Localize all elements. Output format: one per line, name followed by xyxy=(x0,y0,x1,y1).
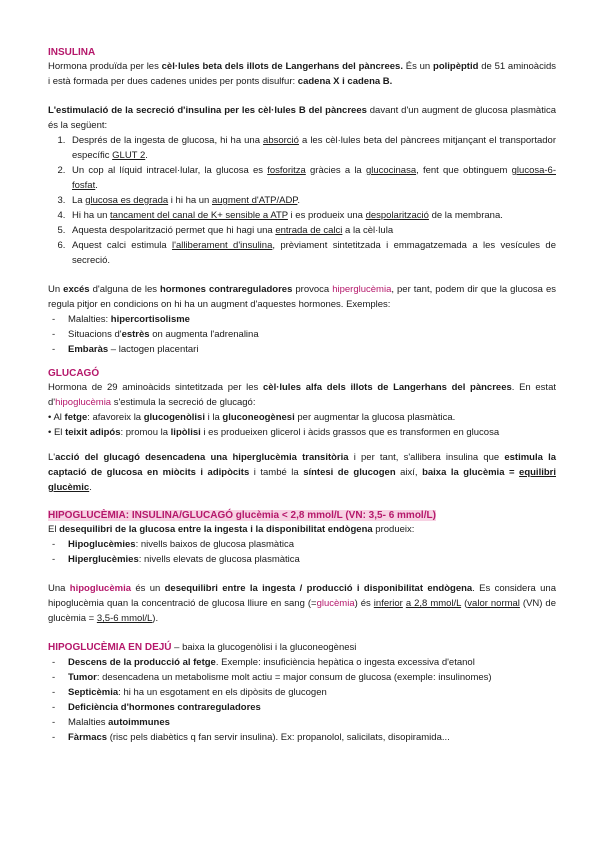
list-item: 6. Aquest calci estimula l'alliberament d'insulina, prèviament sintetitzada i emmagatzemada a les vesícules de secreció. xyxy=(68,238,556,268)
list-item: 4. Hi ha un tancament del canal de K+ sensible a ATP i es produeix una despolarització de la membrana. xyxy=(68,208,556,223)
list-item: - Embaràs – lactogen placentari xyxy=(48,342,556,357)
list-item: - Tumor: desencadena un metabolisme molt actiu = major consum de glucosa (exemple: insulinomes) xyxy=(48,670,556,685)
deju-list xyxy=(48,655,556,745)
list-item: 5. Aquesta despolarització permet que hi hagi una entrada de calci a la cèl·lula xyxy=(68,223,556,238)
document-page xyxy=(48,46,556,745)
list-item: - Deficiència d'hormones contrareguladores xyxy=(48,700,556,715)
section-title-deju: HIPOGLUCÈMIA EN DEJÚ – baixa la glucogenòlisi i la gluconeogènesi xyxy=(48,642,357,653)
contraregulatory-paragraph: Un excés d'alguna de les hormones contrareguladores provoca hiperglucèmia, per tant, podem dir que la glucosa es regula pitjor en condicions on hi ha un augment d'aquestes hormones. Exemples: xyxy=(48,284,556,310)
list-item: - Malalties: hipercortisolisme xyxy=(48,312,556,327)
section-title-insulina: INSULINA xyxy=(48,47,96,58)
glucago-action-paragraph: L'acció del glucagó desencadena una hiperglucèmia transitòria i per tant, s'allibera insulina que estimula la captació de glucosa en miòcits i adipòcits i també la síntesi de glucogen així, baixa la glucèmia = equilibri glucèmic. xyxy=(48,452,556,493)
section-title-hipoglucemia: HIPOGLUCÈMIA: INSULINA/GLUCAGÓ glucèmia < 2,8 mmol/L (VN: 3,5- 6 mmol/L) xyxy=(48,510,436,521)
list-item: - Descens de la producció al fetge. Exemple: insuficiència hepàtica o ingesta excessiva d'etanol xyxy=(48,655,556,670)
insulina-intro: Hormona produïda per les cèl·lules beta dels illots de Langerhans del pàncrees. És un polipèptid de 51 aminoàcids i està formada per dues cadenes unides per ponts disulfur: cadena X i cadena B. xyxy=(48,61,556,87)
list-item: - Malalties autoimmunes xyxy=(48,715,556,730)
list-item: - Hiperglucèmies: nivells elevats de glucosa plasmàtica xyxy=(48,552,556,567)
glucago-bullet-adipose: • El teixit adipós: promou la lipòlisi i es produeixen glicerol i àcids grassos que es transformen en glucosa xyxy=(48,427,500,438)
list-item: - Septicèmia: hi ha un esgotament en els dipòsits de glucogen xyxy=(48,685,556,700)
list-item: 3. La glucosa es degrada i hi ha un augment d'ATP/ADP. xyxy=(68,193,556,208)
list-item: - Situacions d'estrès on augmenta l'adrenalina xyxy=(48,327,556,342)
list-item: 2. Un cop al líquid intracel·lular, la glucosa es fosforitza gràcies a la glucocinasa, fent que obtinguem glucosa-6-fosfat. xyxy=(68,163,556,193)
list-item: 1. Després de la ingesta de glucosa, hi ha una absorció a les cèl·lules beta del pàncrees mitjançant el transportador específic GLUT 2. xyxy=(68,133,556,163)
hipo-intro: El desequilibri de la glucosa entre la ingesta i la disponibilitat endògena produeix: xyxy=(48,524,415,535)
insulina-steps-list xyxy=(48,133,556,268)
hipo-list xyxy=(48,537,556,567)
examples-list xyxy=(48,312,556,357)
list-item: - Hipoglucèmies: nivells baixos de glucosa plasmàtica xyxy=(48,537,556,552)
section-title-glucago: GLUCAGÓ xyxy=(48,368,100,379)
hipo-definition-paragraph: Una hipoglucèmia és un desequilibri entre la ingesta / producció i disponibilitat endògena. Es considera una hipoglucèmia quan la concentració de glucosa lliure en sang (=glucèmia) és inferior a 2,8 mmol/L (valor normal (VN) de glucèmia = 3,5-6 mmol/L). xyxy=(48,583,557,624)
insulina-stimulation-intro: L'estimulació de la secreció d'insulina per les cèl·lules B del pàncrees davant d'un augment de glucosa plasmàtica és la següent: xyxy=(48,105,556,131)
glucago-bullet-liver: • Al fetge: afavoreix la glucogenòlisi i la gluconeogènesi per augmentar la glucosa plasmàtica. xyxy=(48,412,456,423)
list-item: - Fàrmacs (risc pels diabètics q fan servir insulina). Ex: propanolol, salicilats, disopiramida... xyxy=(48,730,556,745)
glucago-intro: Hormona de 29 aminoàcids sintetitzada per les cèl·lules alfa dels illots de Langerhans del pàncrees. En estat d'hipoglucèmia s'estimula la secreció de glucagó: xyxy=(48,382,556,408)
